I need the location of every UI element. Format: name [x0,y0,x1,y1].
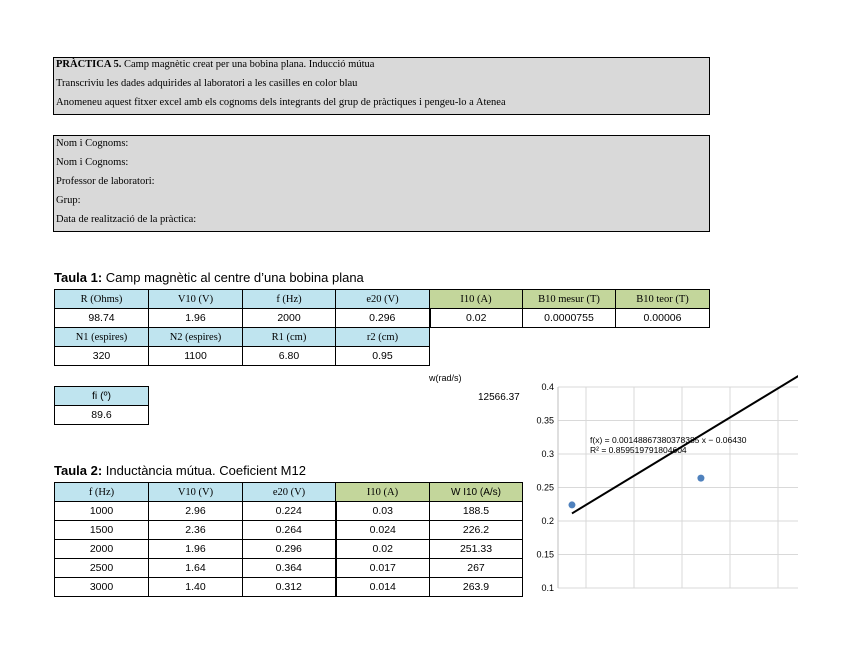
table-cell[interactable]: 2500 [55,559,149,578]
table1-geometry [54,327,430,366]
table-cell[interactable]: 1.96 [149,540,243,559]
instruction-line-2: Anomeneu aquest fitxer excel amb els cognoms dels integrants del grup de pràctiques i pengeu-lo a Atenea [56,97,506,108]
table-row [55,578,523,597]
header-cell: N2 (espires) [149,328,243,347]
table-cell[interactable]: 1.64 [149,559,243,578]
table-cell[interactable]: 0.024 [336,521,430,540]
table-cell[interactable]: 2.96 [149,502,243,521]
table-cell[interactable]: 0.312 [243,578,336,597]
instruction-line-1: Transcriviu les dades adquirides al laboratori a les casilles en color blau [56,78,358,89]
y-tick-label: 0.25 [536,482,554,493]
table-cell: 226.2 [430,521,523,540]
table-cell[interactable]: 3000 [55,578,149,597]
header-cell: V10 (V) [149,483,243,502]
trendline-equation: f(x) = 0.00148867380378385 x − 0.06430 [590,435,747,445]
header-cell: f (Hz) [243,290,336,309]
table-cell: 251.33 [430,540,523,559]
header-cell: V10 (V) [149,290,243,309]
table-cell[interactable]: 2000 [243,309,336,328]
group-field[interactable]: Grup: [56,195,81,206]
table-cell[interactable]: 1000 [55,502,149,521]
table-cell: 263.9 [430,578,523,597]
table-cell[interactable]: 0.296 [243,540,336,559]
table-cell[interactable]: 0.017 [336,559,430,578]
fi-label: fi (º) [55,387,149,406]
header-cell: W I10 (A/s) [430,483,523,502]
y-tick-label: 0.15 [536,549,554,560]
table-cell[interactable]: 0.364 [243,559,336,578]
header-cell: e20 (V) [243,483,336,502]
table-cell[interactable]: 2000 [55,540,149,559]
table-cell: 188.5 [430,502,523,521]
table-cell[interactable]: 0.03 [336,502,430,521]
table-cell[interactable]: 1.96 [149,309,243,328]
date-field[interactable]: Data de realització de la pràctica: [56,214,197,225]
header-cell: B10 mesur (T) [523,290,616,309]
header-cell: r2 (cm) [336,328,430,347]
scatter-chart [528,375,798,600]
table-cell[interactable]: 98.74 [55,309,149,328]
y-tick-label: 0.2 [541,516,554,526]
table-cell[interactable]: 1.40 [149,578,243,597]
practice-title-line: PRÀCTICA 5. Camp magnètic creat per una bobina plana. Inducció mútua [56,59,375,70]
table-row [55,559,523,578]
y-tick-label: 0.1 [541,583,554,593]
data-point [697,475,704,482]
header-cell: e20 (V) [336,290,430,309]
student-info-box [53,135,710,232]
y-tick-label: 0.4 [541,382,554,392]
table-cell[interactable]: 0.296 [336,309,430,328]
table2-title: Taula 2: Inductància mútua. Coeficient M12 [54,463,306,478]
table-cell[interactable]: 2.36 [149,521,243,540]
table-cell[interactable]: 0.02 [430,309,523,328]
table2 [54,482,523,597]
table1-value-row [55,309,710,328]
table2-header-row [55,483,523,502]
header-cell: N1 (espires) [55,328,149,347]
table-cell[interactable]: 0.00006 [616,309,710,328]
chart-grid [558,387,798,588]
w-label: w(rad/s) [429,373,462,383]
table1-header-row [55,290,710,309]
header-cell: R1 (cm) [243,328,336,347]
fi-value[interactable]: 89.6 [55,406,149,425]
header-cell: R (Ohms) [55,290,149,309]
table-cell[interactable]: 0.014 [336,578,430,597]
table-row [55,540,523,559]
table-cell[interactable]: 0.02 [336,540,430,559]
header-cell: I10 (A) [336,483,430,502]
professor-field[interactable]: Professor de laboratori: [56,176,155,187]
data-point [568,501,575,508]
w-value: 12566.37 [478,392,520,403]
name-field-2[interactable]: Nom i Cognoms: [56,157,129,168]
instructions-box [53,57,710,115]
table-cell[interactable]: 0.95 [336,347,430,366]
trendline-r2: R² = 0.859519791804604 [590,445,687,455]
header-cell: B10 teor (T) [616,290,710,309]
table-cell[interactable]: 320 [55,347,149,366]
table-cell[interactable]: 0.264 [243,521,336,540]
header-cell: I10 (A) [430,290,523,309]
table1-value-row-2 [55,347,430,366]
table1 [54,289,710,328]
y-tick-label: 0.35 [536,415,554,426]
table-cell[interactable]: 0.0000755 [523,309,616,328]
table-row [55,521,523,540]
table1-header-row-2 [55,328,430,347]
fi-table [54,386,149,425]
table-cell[interactable]: 6.80 [243,347,336,366]
table1-title: Taula 1: Camp magnètic al centre d’una bobina plana [54,270,364,285]
table-row [55,502,523,521]
table-cell[interactable]: 1100 [149,347,243,366]
y-tick-label: 0.3 [541,449,554,459]
header-cell: f (Hz) [55,483,149,502]
name-field-1[interactable]: Nom i Cognoms: [56,138,129,149]
table-cell: 267 [430,559,523,578]
table-cell[interactable]: 0.224 [243,502,336,521]
table-cell[interactable]: 1500 [55,521,149,540]
y-axis-ticks [536,382,554,593]
